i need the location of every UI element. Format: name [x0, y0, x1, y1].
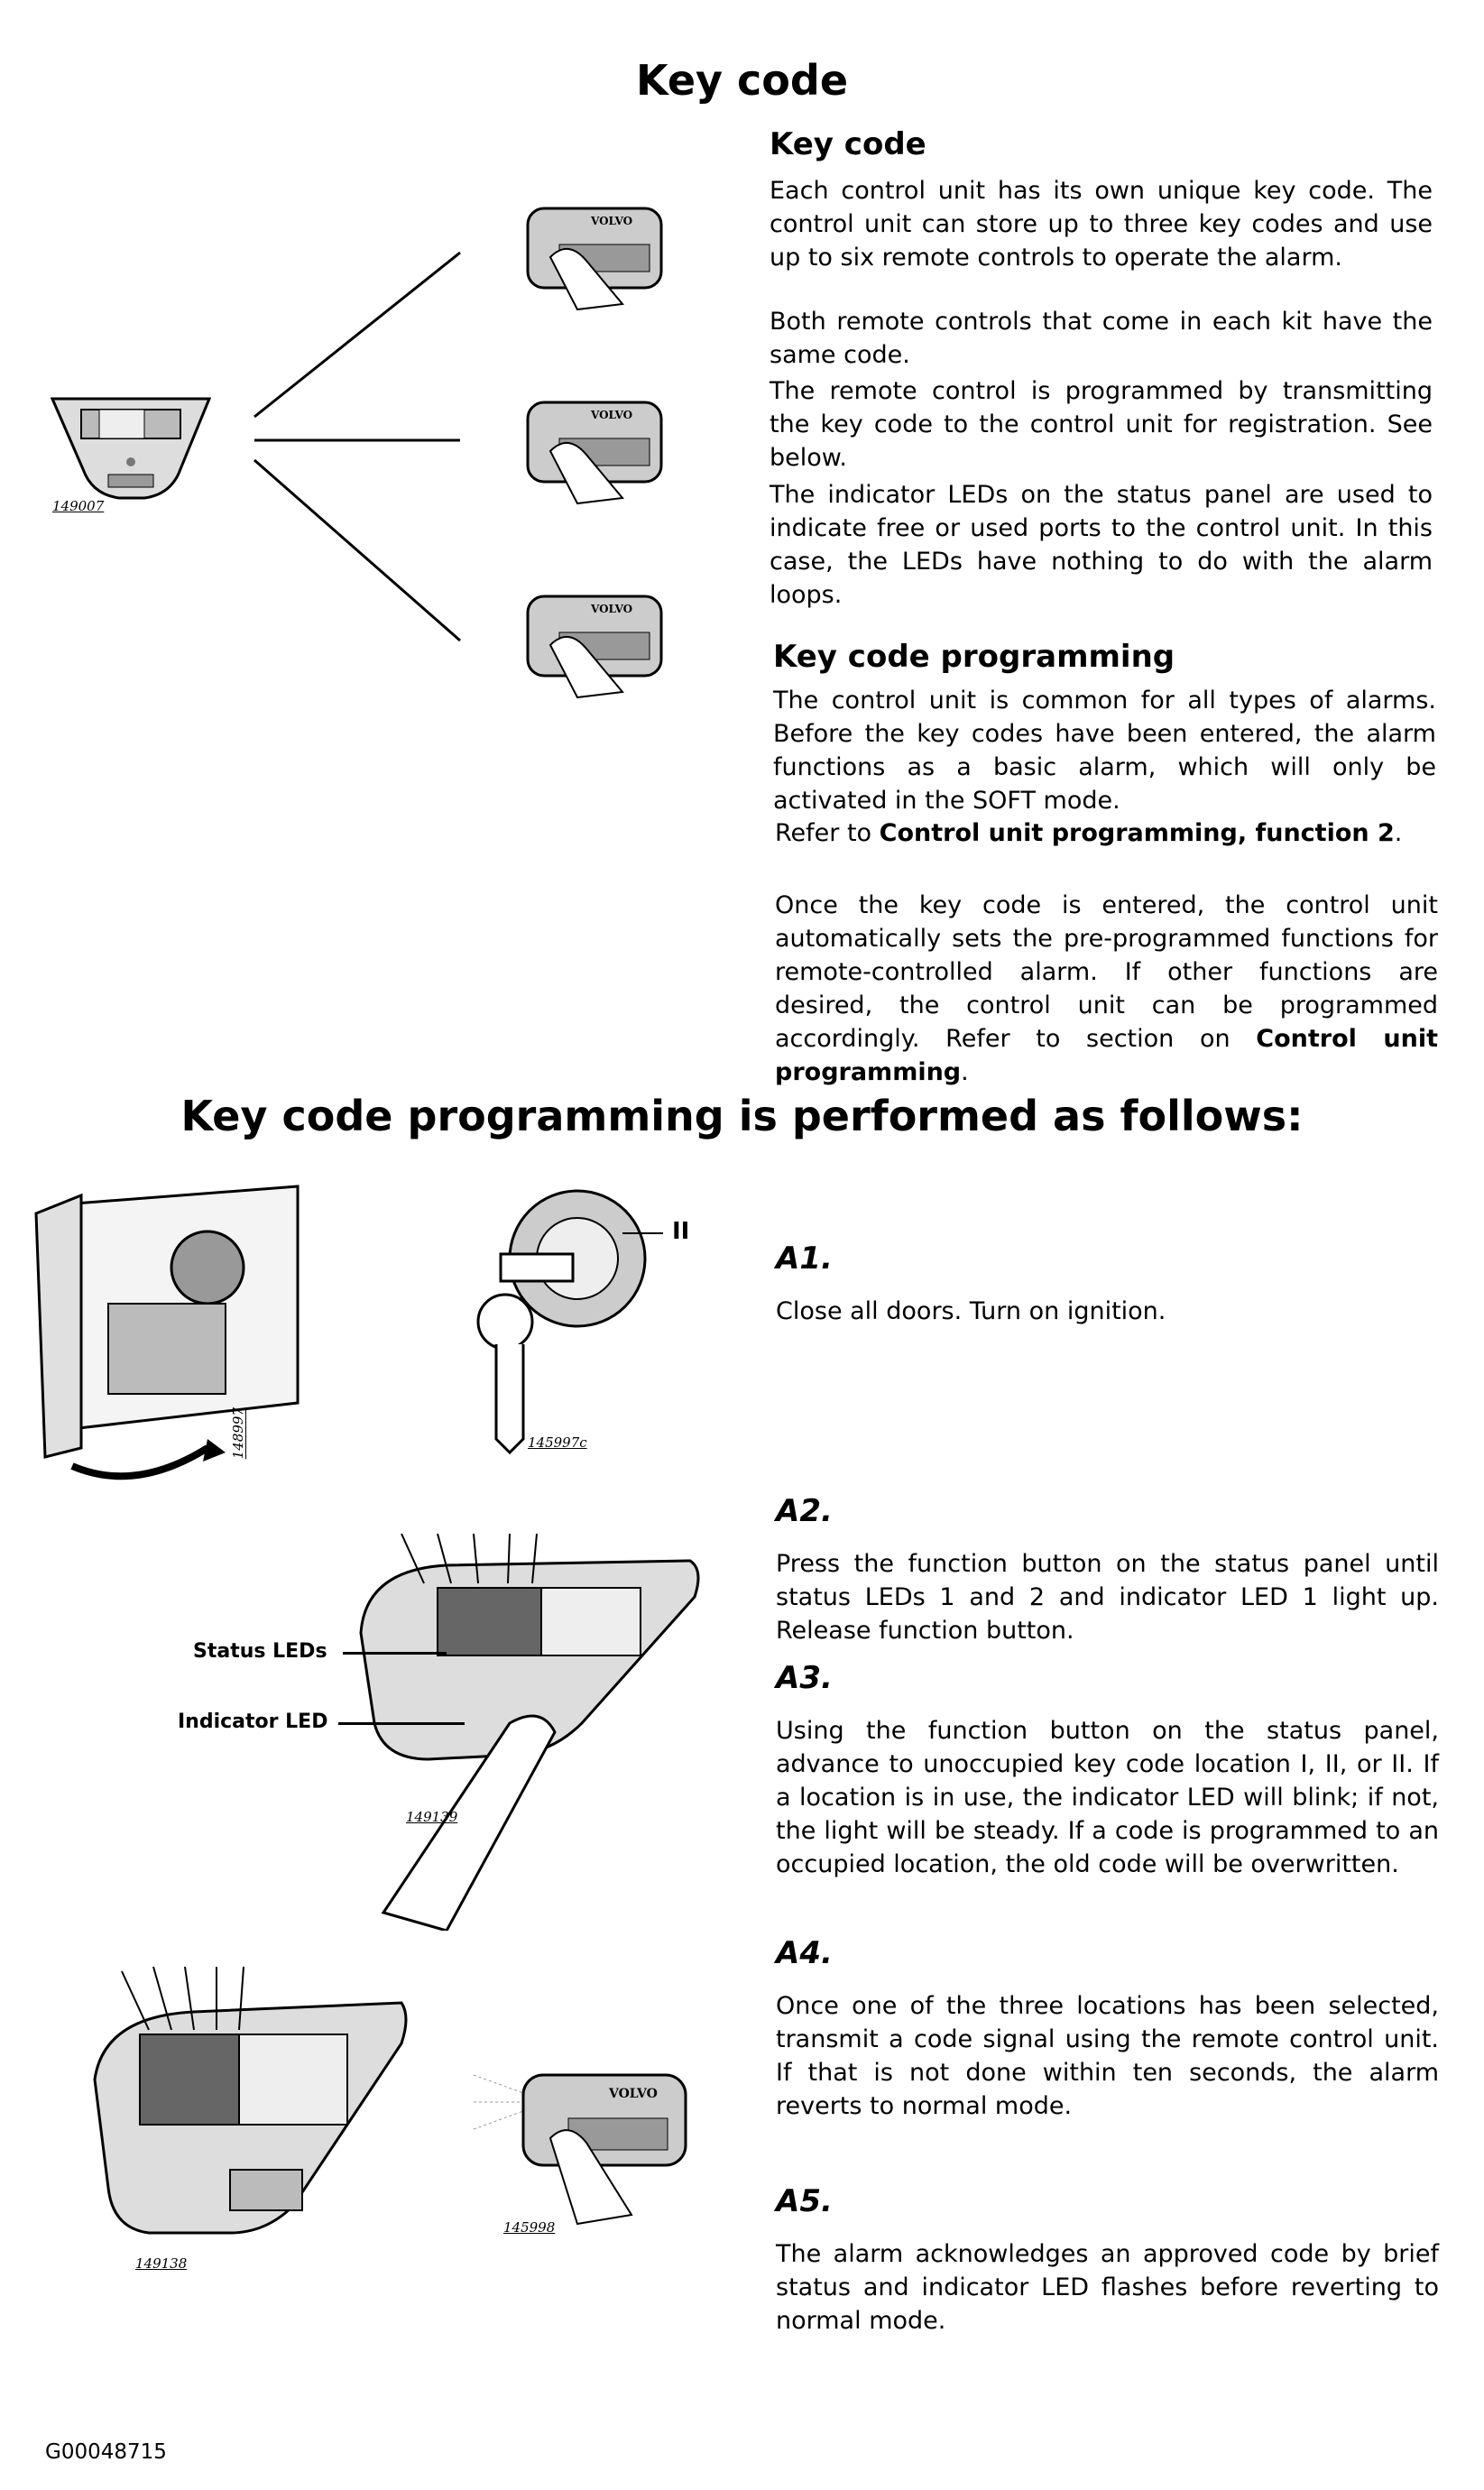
car-door-figure: [27, 1177, 307, 1484]
figure-number-149139: 149139: [406, 1809, 458, 1825]
figure-number-145998: 145998: [503, 2219, 556, 2236]
step-a2-text: Press the function button on the status panel until status LEDs 1 and 2 and indicator LED 1 light up. Release function button.: [776, 1550, 1439, 1645]
page-title: Key code: [635, 56, 849, 105]
programming-heading: Key code programming: [773, 639, 1175, 675]
connector-lines: [244, 244, 478, 650]
status-panel-finger-figure: [347, 1534, 708, 1931]
key-code-paragraph-3: The remote control is programmed by transmitting the key code to the control unit for registration. See below.: [770, 377, 1433, 472]
step-a4-label: A4.: [776, 1935, 833, 1971]
figure-number-148997: 148997: [230, 1407, 246, 1460]
ignition-position-mark: II: [672, 1218, 690, 1245]
programming-p2-bold: Control unit programming, function 2: [879, 819, 1395, 847]
status-leds-label: Status LEDs: [193, 1640, 327, 1663]
remote-brand-4: VOLVO: [609, 2087, 658, 2101]
figure-number-145997c: 145997c: [528, 1434, 587, 1451]
remote-brand-1: VOLVO: [591, 215, 633, 227]
step-a4-text: Once one of the three locations has been selected, transmit a code signal using the remote control unit. If that is not done within ten seconds, the alarm reverts to normal mode.: [776, 1992, 1439, 2120]
key-code-heading: Key code: [770, 126, 926, 162]
remote-control-signal-figure: [469, 2057, 695, 2228]
step-a2-label: A2.: [776, 1493, 833, 1529]
programming-p2-post: .: [1394, 819, 1403, 847]
step-a1-text: Close all doors. Turn on ignition.: [776, 1297, 1166, 1325]
key-code-paragraph-2: Both remote controls that come in each kit have the same code.: [770, 308, 1433, 369]
step-a3-text: Using the function button on the status panel, advance to unoccupied key code location I, II, or II. If a location is in use, the indicator LED will blink; if not, the light will be steady. If a code is programmed to an occupied location, the old code will be overwritten.: [776, 1717, 1439, 1878]
indicator-led-pointer: [338, 1722, 465, 1725]
remote-brand-2: VOLVO: [591, 409, 633, 421]
programming-paragraph-3: [775, 889, 1438, 1089]
programming-p2-pre: Refer to: [775, 819, 872, 847]
procedure-heading: Key code programming is performed as follows:: [180, 1092, 1304, 1140]
programming-p3-bold: Control unit programming: [775, 1025, 1438, 1086]
step-a5-text: The alarm acknowledges an approved code by brief status and indicator LED flashes before reverting to normal mode.: [776, 2240, 1439, 2335]
programming-paragraph-1: The control unit is common for all types of alarms. Before the key codes have been entered, the alarm functions as a basic alarm, which will only be activated in the SOFT mode.: [773, 687, 1436, 815]
indicator-led-label: Indicator LED: [178, 1711, 328, 1733]
document-id: G00048715: [45, 2440, 167, 2464]
figure-number-149138: 149138: [135, 2255, 188, 2272]
status-leds-pointer: [343, 1652, 447, 1655]
step-a3-label: A3.: [776, 1660, 833, 1696]
programming-p3-pre: Once the key code is entered, the control unit automatically sets the pre-programmed functions for remote-controlled alarm. If other functions are desired, the control unit can be programmed accordingly. Refer to section on: [775, 891, 1438, 1053]
status-panel-lit-figure: [86, 1962, 410, 2251]
step-a1-label: A1.: [776, 1240, 833, 1277]
figure-number-149007: 149007: [52, 498, 105, 514]
remote-brand-3: VOLVO: [591, 603, 633, 615]
ignition-figure: [460, 1186, 668, 1457]
programming-paragraph-2: [775, 816, 1438, 850]
step-a5-label: A5.: [776, 2183, 833, 2219]
key-code-paragraph-1: Each control unit has its own unique key code. The control unit can store up to three key codes and use up to six remote controls to operate the alarm.: [770, 177, 1433, 272]
key-code-paragraph-4: The indicator LEDs on the status panel are used to indicate free or used ports to the control unit. In this case, the LEDs have nothing to do with the alarm loops.: [770, 481, 1433, 609]
programming-p3-post: .: [961, 1058, 969, 1086]
